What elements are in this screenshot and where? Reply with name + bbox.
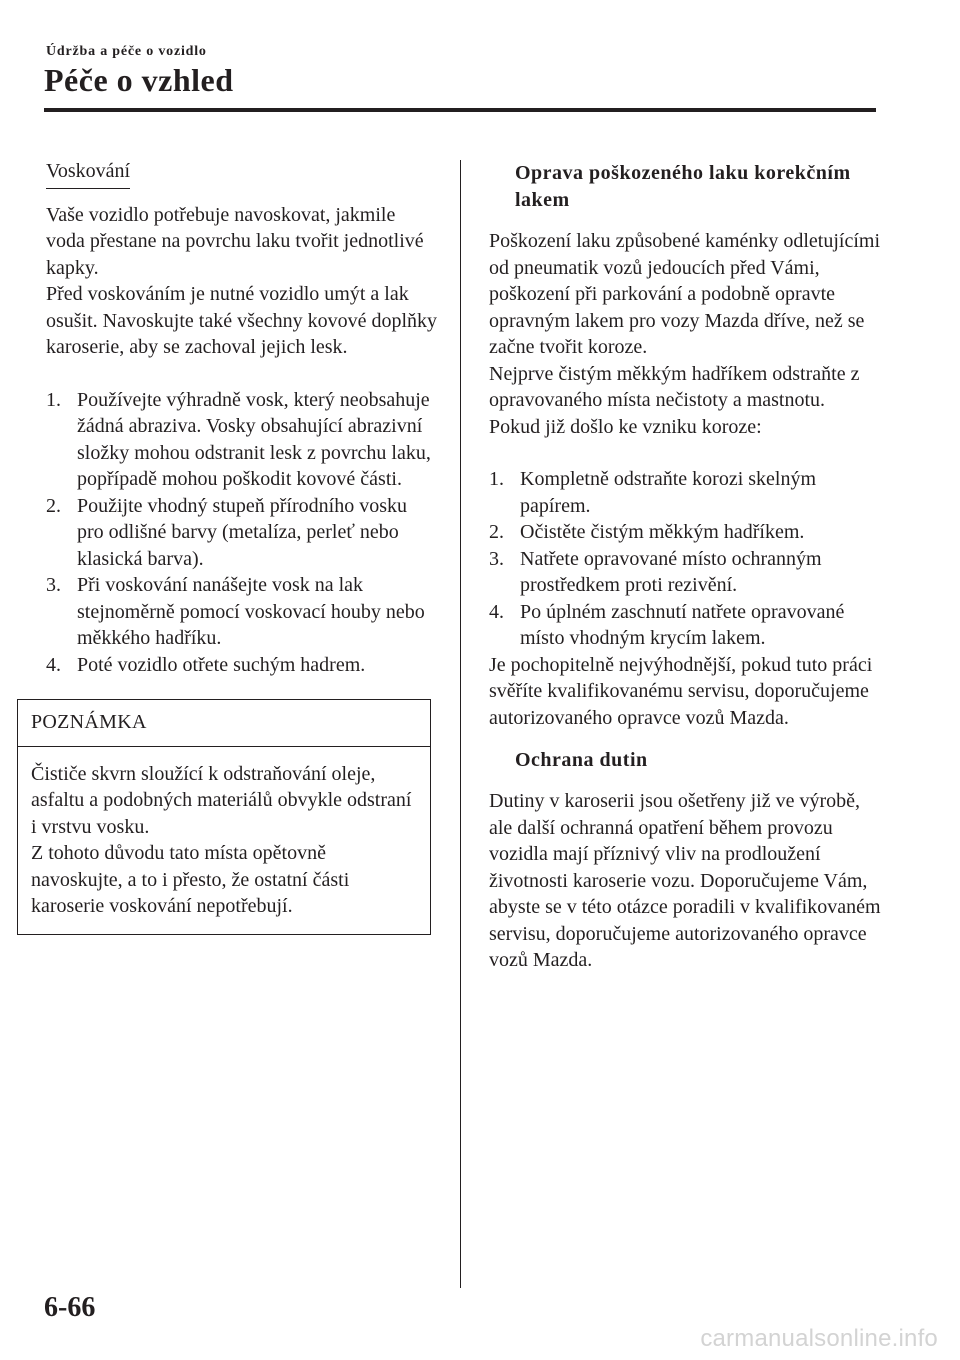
note-text: Z tohoto důvodu tato místa opětovně navoskujte, a to i přesto, že ostatní části karoserie voskování nepotřebují.: [31, 842, 350, 917]
page-number: 6-66: [44, 1292, 96, 1323]
section-title-cavity-protection: Ochrana dutin: [515, 749, 648, 771]
step-text: Očistěte čistým měkkým hadříkem.: [520, 521, 805, 543]
list-item: [46, 493, 438, 573]
paragraph: Pokud již došlo ke vzniku koroze:: [489, 415, 762, 438]
header-rule: [44, 108, 876, 112]
list-item: [46, 572, 438, 652]
step-text: Kompletně odstraňte korozi skelným papírem.: [520, 468, 817, 517]
column-divider: [460, 160, 461, 1288]
list-item: [46, 387, 438, 493]
step-number: 1.: [489, 468, 504, 490]
watermark: carmanualsonline.info: [700, 1325, 938, 1352]
spacer: [489, 440, 884, 466]
paragraph: Nejprve čistým měkkým hadříkem odstraňte z opravovaného místa nečistoty a mastnotu.: [489, 362, 860, 411]
note-text: Čističe skvrn sloužící k odstraňování oleje, asfaltu a podobných materiálů obvykle odstraní i vrstvu vosku.: [31, 762, 412, 838]
step-text: Použijte vhodný stupeň přírodního vosku pro odlišné barvy (metalíza, perleť nebo klasická barva).: [77, 494, 407, 570]
step-number: 1.: [46, 388, 61, 411]
step-number: 2.: [46, 494, 61, 517]
note-body: [18, 747, 430, 934]
left-column: [31, 158, 438, 935]
step-number: 2.: [489, 521, 504, 543]
list-item: [489, 519, 884, 546]
note-heading: POZNÁMKA: [18, 700, 430, 747]
step-number: 4.: [46, 653, 61, 676]
paragraph: Před voskováním je nutné vozidlo umýt a lak osušit. Navoskujte také všechny kovové doplňky karoserie, aby se zachoval jejich lesk.: [46, 283, 438, 358]
step-number: 3.: [46, 574, 61, 596]
list-item: [489, 599, 884, 652]
step-text: Při voskování nanášejte vosk na lak stejnoměrně pomocí voskovací houby nebo měkkého hadříku.: [77, 574, 425, 649]
page-title: Péče o vzhled: [44, 62, 234, 98]
section-title-paint-repair: Oprava poškozeného laku korekčním lakem: [515, 162, 851, 211]
waxing-steps-list: [46, 387, 438, 679]
paragraph: Poškození laku způsobené kaménky odletujícími od pneumatik vozů jedoucích před Vámi, poškození při parkování a podobně opravte opravným lakem pro vozy Mazda dříve, než se začne tvořit koroze.: [489, 230, 881, 358]
paragraph: Vaše vozidlo potřebuje navoskovat, jakmile voda přestane na povrchu laku tvořit jednotlivé kapky.: [46, 203, 424, 279]
step-text: Používejte výhradně vosk, který neobsahuje žádná abraziva. Vosky obsahující abrazivní složky mohou odstranit lesk z povrchu laku, popřípadě mohou poškodit kovové části.: [77, 388, 431, 490]
paragraph: Dutiny v karoserii jsou ošetřeny již ve výrobě, ale další ochranná opatření během provozu vozidla mají příznivý vliv na prodloužení životnosti karoserie vozu. Doporučujeme Vám, abyste se v této otázce poradili v kvalifikovaném servisu, doporučujeme autorizovaného opravce vozů Mazda.: [489, 790, 881, 971]
right-column: [489, 160, 884, 974]
step-text: Natřete opravované místo ochranným prostředkem proti rezivění.: [520, 547, 822, 596]
section-title-waxing: Voskování: [46, 158, 130, 189]
note-box: [17, 699, 431, 935]
step-text: Poté vozidlo otřete suchým hadrem.: [77, 653, 366, 676]
chapter-subtitle: Údržba a péče o vozidlo: [46, 44, 207, 59]
list-item: [489, 546, 884, 599]
list-item: [489, 466, 884, 519]
repair-steps-list: [489, 466, 884, 652]
list-item: [46, 652, 438, 679]
spacer: [46, 361, 438, 387]
step-text: Po úplném zaschnutí natřete opravované místo vhodným krycím lakem.: [520, 600, 845, 649]
paragraph: Je pochopitelně nejvýhodnější, pokud tuto práci svěříte kvalifikovanému servisu, doporučujeme autorizovaného opravce vozů Mazda.: [489, 653, 873, 729]
step-number: 4.: [489, 600, 504, 623]
step-number: 3.: [489, 547, 504, 570]
